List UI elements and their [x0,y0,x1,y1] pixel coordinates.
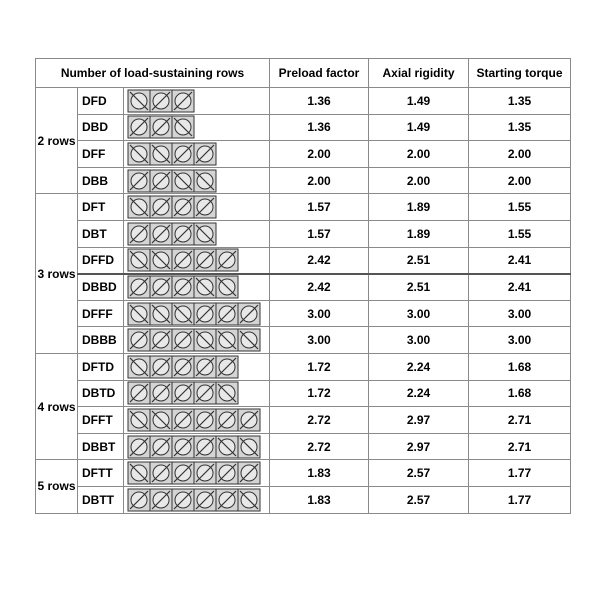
bearing-slash-icon [128,382,150,404]
preload-factor-value: 1.36 [270,88,369,115]
table-row [36,114,571,141]
bearing-backslash-icon [150,249,172,271]
arrangement-code: DBB [78,167,124,194]
arrangement-diagram-cell [124,274,270,301]
bearing-slash-icon [172,462,194,484]
preload-factor-value: 1.57 [270,194,369,221]
starting-torque-value: 2.00 [469,167,571,194]
bearing-slash-icon [150,196,172,218]
bearing-backslash-icon [128,249,150,271]
table-row [36,274,571,301]
bearing-slash-icon [216,249,238,271]
arrangement-diagram-cell [124,194,270,221]
bearing-backslash-icon [150,303,172,325]
row-group-label: 2 rows [36,88,78,194]
bearing-slash-icon [172,223,194,245]
bearing-slash-icon [128,223,150,245]
bearing-slash-icon [194,489,216,511]
row-group-label: 5 rows [36,460,78,513]
axial-rigidity-value: 2.24 [369,353,469,380]
bearing-slash-icon [128,276,150,298]
starting-torque-value: 1.68 [469,380,571,407]
arrangement-code: DFFT [78,407,124,434]
bearing-slash-icon [150,382,172,404]
table-row [36,88,571,115]
preload-factor-value: 2.72 [270,433,369,460]
starting-torque-value: 3.00 [469,300,571,327]
preload-factor-value: 1.83 [270,460,369,487]
bearing-slash-icon [194,303,216,325]
table-row [36,327,571,354]
bearing-backslash-icon [194,276,216,298]
starting-torque-value: 2.71 [469,407,571,434]
table-row [36,353,571,380]
arrangement-code: DBTT [78,486,124,513]
bearing-arrangement-diagram [127,302,261,326]
bearing-slash-icon [150,329,172,351]
bearing-arrangement-diagram [127,435,261,459]
bearing-arrangement-diagram [127,328,261,352]
arrangement-code: DBT [78,220,124,247]
bearing-arrangement-diagram [127,381,239,405]
header-row [36,59,571,88]
table-row [36,220,571,247]
bearing-backslash-icon [172,170,194,192]
bearing-slash-icon [194,143,216,165]
bearing-backslash-icon [128,90,150,112]
bearing-arrangement-diagram [127,461,261,485]
axial-rigidity-value: 2.57 [369,486,469,513]
bearing-arrangement-diagram [127,408,261,432]
bearing-slash-icon [128,116,150,138]
bearing-slash-icon [216,489,238,511]
arrangement-diagram-cell [124,327,270,354]
bearing-backslash-icon [172,303,194,325]
torque-column-header: Starting torque [469,59,571,88]
table-body [36,88,571,514]
arrangement-code: DBBD [78,274,124,301]
table-row [36,433,571,460]
bearing-backslash-icon [172,116,194,138]
bearing-backslash-icon [238,329,260,351]
bearing-backslash-icon [128,196,150,218]
axial-column-header: Axial rigidity [369,59,469,88]
arrangement-code: DFF [78,141,124,168]
bearing-backslash-icon [194,223,216,245]
bearing-slash-icon [172,489,194,511]
bearing-backslash-icon [128,143,150,165]
bearing-slash-icon [238,462,260,484]
starting-torque-value: 1.55 [469,220,571,247]
bearing-slash-icon [150,170,172,192]
bearing-slash-icon [172,196,194,218]
preload-factor-value: 1.57 [270,220,369,247]
axial-rigidity-value: 2.97 [369,433,469,460]
arrangement-code: DFTD [78,353,124,380]
arrangement-code: DFTT [78,460,124,487]
starting-torque-value: 1.35 [469,88,571,115]
table-row [36,380,571,407]
preload-factor-value: 2.72 [270,407,369,434]
arrangement-diagram-cell [124,380,270,407]
bearing-slash-icon [172,382,194,404]
preload-factor-value: 3.00 [270,300,369,327]
arrangement-diagram-cell [124,300,270,327]
starting-torque-value: 1.55 [469,194,571,221]
arrangement-diagram-cell [124,486,270,513]
bearing-backslash-icon [150,143,172,165]
arrangement-code: DFFD [78,247,124,274]
bearing-slash-icon [150,489,172,511]
bearing-slash-icon [150,223,172,245]
bearing-slash-icon [194,462,216,484]
bearing-slash-icon [216,356,238,378]
bearing-arrangement-diagram [127,222,217,246]
bearing-arrangement-diagram [127,195,217,219]
preload-factor-value: 2.42 [270,247,369,274]
bearing-slash-icon [172,356,194,378]
starting-torque-value: 2.00 [469,141,571,168]
bearing-slash-icon [128,436,150,458]
bearing-backslash-icon [194,170,216,192]
preload-factor-value: 1.72 [270,380,369,407]
starting-torque-value: 2.41 [469,274,571,301]
bearing-slash-icon [172,436,194,458]
bearing-backslash-icon [238,489,260,511]
bearing-arrangement-diagram [127,89,195,113]
bearing-backslash-icon [150,409,172,431]
bearing-slash-icon [172,329,194,351]
bearing-slash-icon [238,303,260,325]
starting-torque-value: 1.77 [469,460,571,487]
bearing-slash-icon [194,436,216,458]
preload-column-header: Preload factor [270,59,369,88]
bearing-slash-icon [194,356,216,378]
starting-torque-value: 1.35 [469,114,571,141]
arrangement-diagram-cell [124,88,270,115]
bearing-arrangement-diagram [127,248,239,272]
preload-factor-value: 2.42 [270,274,369,301]
bearing-slash-icon [128,489,150,511]
preload-factor-value: 1.83 [270,486,369,513]
bearing-backslash-icon [216,382,238,404]
bearing-slash-icon [172,143,194,165]
starting-torque-value: 2.41 [469,247,571,274]
preload-factor-value: 2.00 [270,167,369,194]
table-row [36,407,571,434]
axial-rigidity-value: 2.00 [369,141,469,168]
axial-rigidity-value: 3.00 [369,300,469,327]
axial-rigidity-value: 2.97 [369,407,469,434]
arrangement-diagram-cell [124,167,270,194]
bearing-slash-icon [150,90,172,112]
bearing-backslash-icon [194,329,216,351]
arrangement-code: DFFF [78,300,124,327]
preload-factor-value: 1.36 [270,114,369,141]
bearing-arrangement-diagram [127,169,217,193]
arrangement-code: DBTD [78,380,124,407]
bearing-slash-icon [194,249,216,271]
arrangement-diagram-cell [124,247,270,274]
bearing-slash-icon [238,409,260,431]
bearing-slash-icon [194,409,216,431]
bearing-slash-icon [150,436,172,458]
table-row [36,141,571,168]
bearing-slash-icon [150,276,172,298]
axial-rigidity-value: 2.24 [369,380,469,407]
starting-torque-value: 2.71 [469,433,571,460]
bearing-backslash-icon [216,436,238,458]
bearing-arrangement-diagram [127,275,239,299]
row-group-label: 4 rows [36,353,78,459]
axial-rigidity-value: 1.89 [369,194,469,221]
arrangement-diagram-cell [124,433,270,460]
arrangement-code: DBBB [78,327,124,354]
bearing-backslash-icon [238,436,260,458]
starting-torque-value: 3.00 [469,327,571,354]
axial-rigidity-value: 2.57 [369,460,469,487]
bearing-slash-icon [216,409,238,431]
arrangement-diagram-cell [124,141,270,168]
rows-column-header: Number of load-sustaining rows [36,59,270,88]
bearing-backslash-icon [216,329,238,351]
arrangement-diagram-cell [124,220,270,247]
arrangement-diagram-cell [124,407,270,434]
table-row [36,194,571,221]
row-group-label: 3 rows [36,194,78,354]
table-row [36,460,571,487]
preload-factor-value: 2.00 [270,141,369,168]
axial-rigidity-value: 1.49 [369,114,469,141]
bearing-slash-icon [216,303,238,325]
bearing-arrangement-diagram [127,488,261,512]
bearing-backslash-icon [216,276,238,298]
table-row [36,167,571,194]
bearing-slash-icon [150,356,172,378]
axial-rigidity-value: 1.49 [369,88,469,115]
bearing-slash-icon [128,329,150,351]
arrangement-diagram-cell [124,353,270,380]
bearing-slash-icon [216,462,238,484]
arrangement-code: DFT [78,194,124,221]
axial-rigidity-value: 3.00 [369,327,469,354]
bearing-backslash-icon [128,303,150,325]
bearing-slash-icon [172,409,194,431]
preload-factor-value: 1.72 [270,353,369,380]
table-row [36,486,571,513]
bearing-slash-icon [194,382,216,404]
axial-rigidity-value: 1.89 [369,220,469,247]
axial-rigidity-value: 2.51 [369,274,469,301]
bearing-slash-icon [150,116,172,138]
bearing-slash-icon [128,170,150,192]
starting-torque-value: 1.68 [469,353,571,380]
bearing-backslash-icon [128,409,150,431]
bearing-slash-icon [194,196,216,218]
bearing-arrangement-diagram [127,115,195,139]
axial-rigidity-value: 2.51 [369,247,469,274]
arrangement-diagram-cell [124,460,270,487]
preload-factor-value: 3.00 [270,327,369,354]
bearing-arrangement-diagram [127,355,239,379]
arrangement-code: DFD [78,88,124,115]
arrangement-diagram-cell [124,114,270,141]
bearing-backslash-icon [128,356,150,378]
table-row [36,247,571,274]
bearing-backslash-icon [128,462,150,484]
table-row [36,300,571,327]
bearing-slash-icon [172,249,194,271]
arrangement-code: DBBT [78,433,124,460]
bearing-slash-icon [172,276,194,298]
arrangement-table [35,58,571,514]
bearing-slash-icon [150,462,172,484]
arrangement-code: DBD [78,114,124,141]
starting-torque-value: 1.77 [469,486,571,513]
axial-rigidity-value: 2.00 [369,167,469,194]
bearing-slash-icon [172,90,194,112]
bearing-arrangement-diagram [127,142,217,166]
